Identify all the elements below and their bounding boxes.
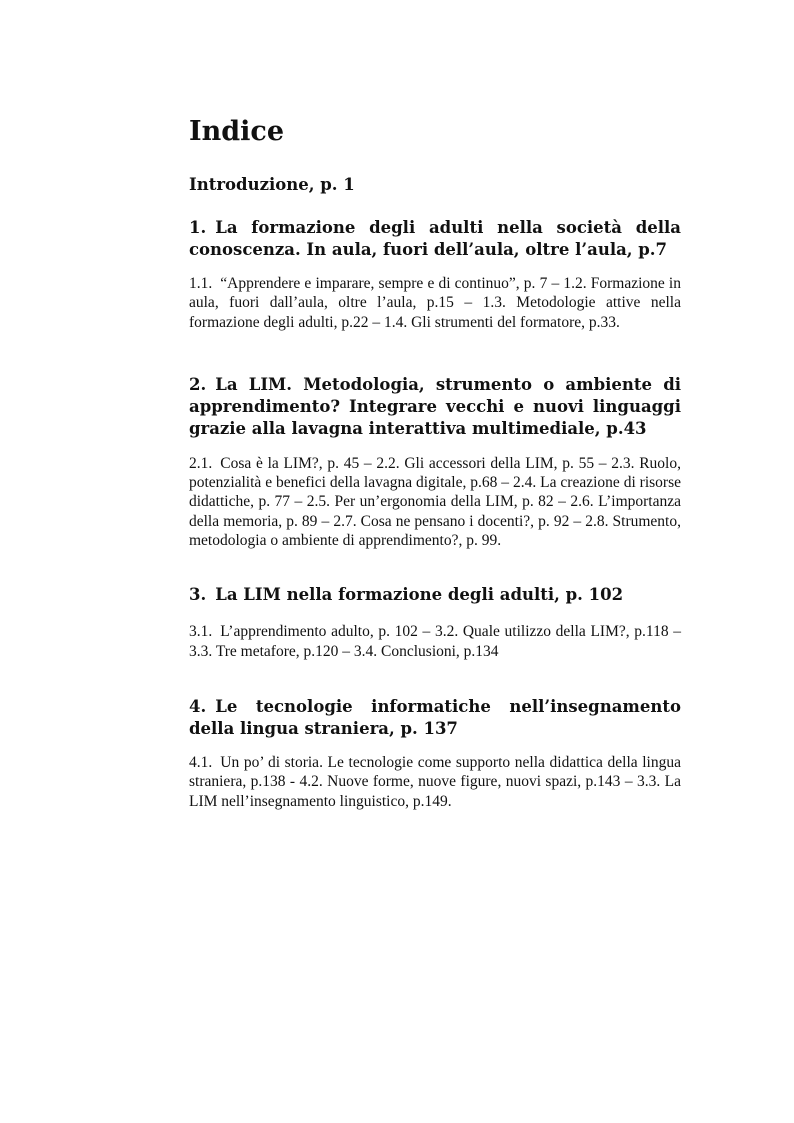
chapter-number: 2.	[189, 374, 207, 394]
page-title: Indice	[189, 116, 285, 147]
chapter-title: La formazione degli adulti nella società della conoscenza. In aula, fuori dell’aula, oltre l’aula, p.7	[189, 218, 681, 259]
index-page	[189, 112, 681, 811]
section-list: “Apprendere e imparare, sempre e di continuo”, p. 7 – 1.2. Formazione in aula, fuori dall’aula, oltre l’aula, p.15 – 1.3. Metodologie attive nella formazione degli adulti, p.22 – 1.4. Gli strumenti del formatore, p.33.	[189, 275, 681, 331]
chapter-heading	[189, 696, 681, 740]
chapter-sections	[189, 753, 681, 811]
section-list: Un po’ di storia. Le tecnologie come supporto nella didattica della lingua straniera, p.138 - 4.2. Nuove forme, nuove figure, nuovi spazi, p.143 – 3.3. La LIM nell’insegnamento linguistico, p.149.	[189, 753, 681, 810]
chapter-3	[189, 584, 681, 661]
chapter-sections	[189, 274, 681, 332]
chapter-number: 1.	[189, 218, 207, 237]
section-number: 2.1.	[189, 454, 213, 472]
section-list: Cosa è la LIM?, p. 45 – 2.2. Gli accessori della LIM, p. 55 – 2.3. Ruolo, potenzialità e benefici della lavagna digitale, p.68 – 2.4. La creazione di risorse didattiche, p. 77 – 2.5. Per un’ergonomia della LIM, p. 82 – 2.6. L’importanza della memoria, p. 89 – 2.7. Cosa ne pensano i docenti?, p. 92 – 2.8. Strumento, metodologia o ambiente di apprendimento?, p. 99.	[189, 454, 681, 550]
chapter-heading	[189, 584, 681, 606]
section-number: 4.1.	[189, 753, 213, 771]
chapter-heading	[189, 374, 681, 440]
section-number: 1.1.	[189, 275, 213, 292]
chapter-sections	[189, 622, 681, 661]
chapter-number: 4.	[189, 696, 207, 716]
chapter-title: Le tecnologie informatiche nell’insegnamento della lingua straniera, p. 137	[189, 696, 681, 738]
chapter-number: 3.	[189, 585, 207, 605]
chapter-heading	[189, 217, 681, 261]
chapter-title: La LIM nella formazione degli adulti, p. 102	[215, 585, 624, 605]
chapter-1	[189, 217, 681, 332]
intro-entry: Introduzione, p. 1	[189, 175, 355, 194]
chapter-2	[189, 374, 681, 550]
section-number: 3.1.	[189, 623, 213, 641]
chapter-title: La LIM. Metodologia, strumento o ambiente di apprendimento? Integrare vecchi e nuovi linguaggi grazie alla lavagna interattiva multimediale, p.43	[189, 374, 681, 438]
chapter-4	[189, 696, 681, 811]
section-list: L’apprendimento adulto, p. 102 – 3.2. Quale utilizzo della LIM?, p.118 – 3.3. Tre metafore, p.120 – 3.4. Conclusioni, p.134	[189, 623, 681, 660]
chapter-sections	[189, 454, 681, 550]
